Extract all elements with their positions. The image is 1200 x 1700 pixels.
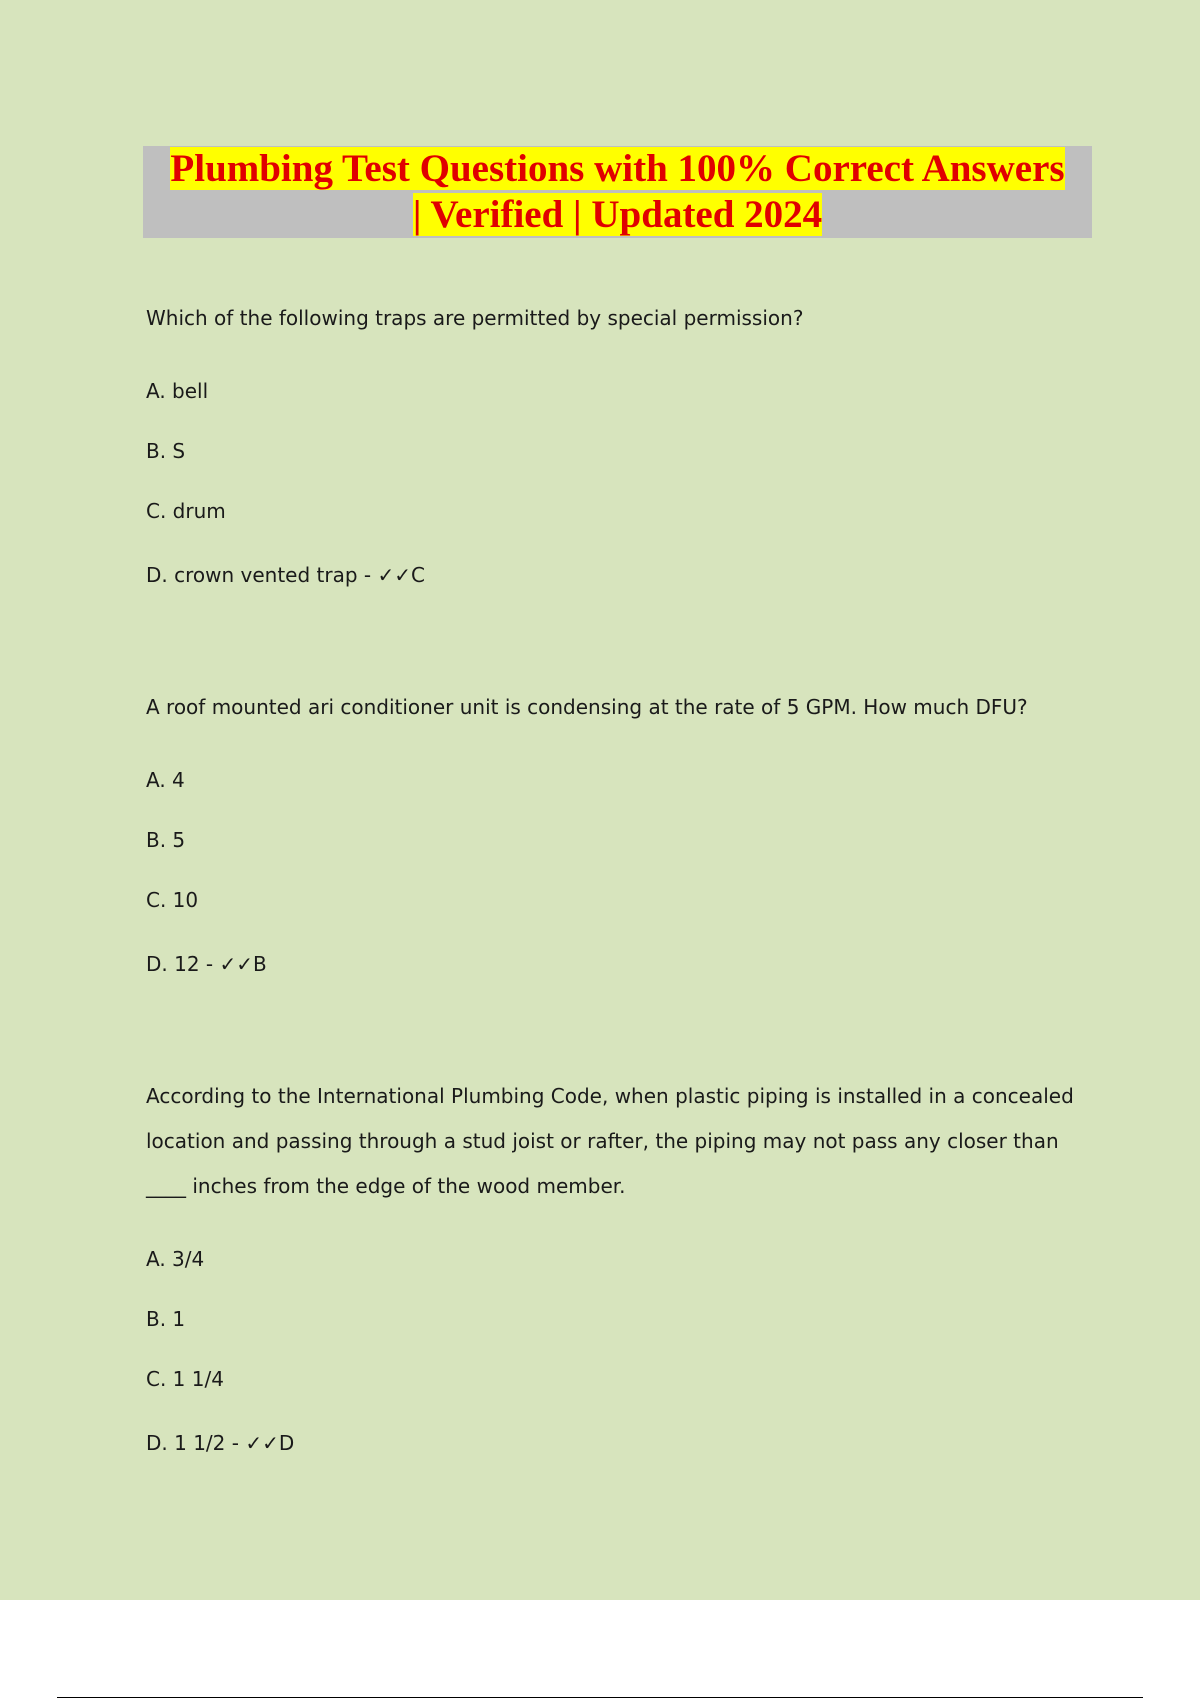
question-list: [146, 296, 1076, 1453]
option-a: A. 4: [146, 768, 185, 792]
title-line-1: Plumbing Test Questions with 100% Correct Answers: [170, 147, 1065, 190]
option-d-answer: D. crown vented trap - ✓✓C: [146, 563, 425, 587]
question-text: According to the International Plumbing Code, when plastic piping is installed in a concealed location and passing through a stud joist or rafter, the piping may not pass any closer than ____ inches from the edge of the wood member.: [146, 1084, 1074, 1198]
question-text: Which of the following traps are permitted by special permission?: [146, 306, 804, 330]
option-a: A. 3/4: [146, 1247, 205, 1271]
footer-divider: [57, 1697, 1143, 1698]
option-d-answer: D. 1 1/2 - ✓✓D: [146, 1431, 295, 1455]
option-c: C. drum: [146, 499, 226, 523]
option-a: A. bell: [146, 379, 209, 403]
title-line-2: | Verified | Updated 2024: [412, 193, 823, 236]
question-block: [146, 1074, 1076, 1453]
page-title: [143, 146, 1092, 238]
option-b: B. 1: [146, 1307, 186, 1331]
question-text: A roof mounted ari conditioner unit is condensing at the rate of 5 GPM. How much DFU?: [146, 695, 1028, 719]
question-block: [146, 685, 1076, 974]
option-c: C. 1 1/4: [146, 1367, 224, 1391]
title-block: [143, 146, 1092, 238]
option-d-answer: D. 12 - ✓✓B: [146, 952, 267, 976]
question-block: [146, 296, 1076, 585]
option-b: B. 5: [146, 828, 186, 852]
option-b: B. S: [146, 439, 186, 463]
option-c: C. 10: [146, 888, 199, 912]
